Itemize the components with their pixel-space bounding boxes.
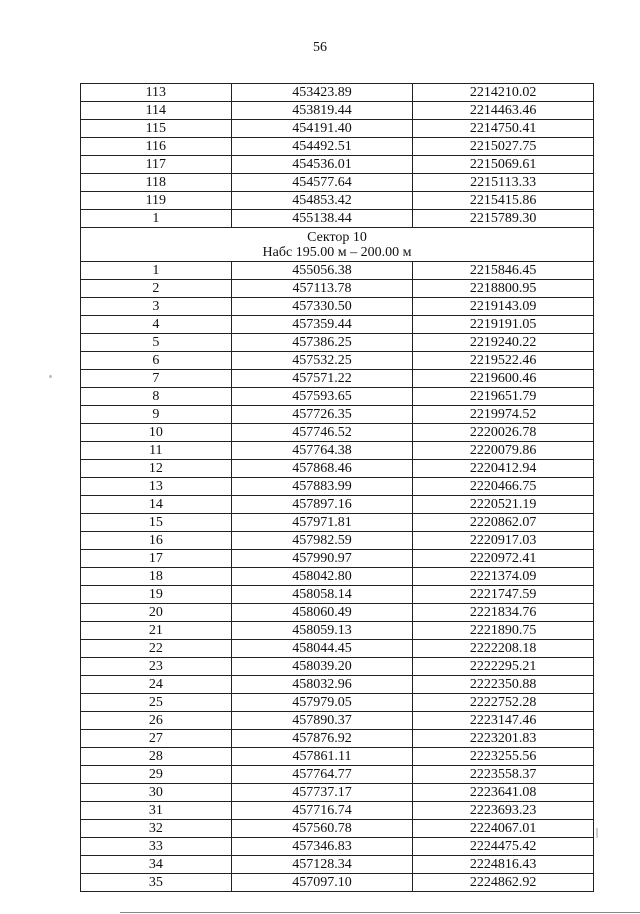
y-coordinate-cell: 2220521.19	[413, 496, 594, 514]
table-row	[81, 766, 594, 784]
y-coordinate-cell: 2221747.59	[413, 586, 594, 604]
x-coordinate-cell: 457971.81	[231, 514, 413, 532]
point-number-cell: 22	[81, 640, 232, 658]
table-row	[81, 120, 594, 138]
x-coordinate-cell: 455138.44	[231, 210, 413, 228]
page-number: 56	[313, 40, 327, 55]
x-coordinate-cell: 454492.51	[231, 138, 413, 156]
x-coordinate-cell: 458032.96	[231, 676, 413, 694]
y-coordinate-cell: 2223558.37	[413, 766, 594, 784]
table-row	[81, 874, 594, 892]
x-coordinate-cell: 457532.25	[231, 352, 413, 370]
x-coordinate-cell: 457746.52	[231, 424, 413, 442]
table-row	[81, 334, 594, 352]
table-row	[81, 210, 594, 228]
table-row	[81, 550, 594, 568]
table-row	[81, 262, 594, 280]
table-row	[81, 352, 594, 370]
x-coordinate-cell: 458044.45	[231, 640, 413, 658]
y-coordinate-cell: 2220466.75	[413, 478, 594, 496]
table-body-after-sector	[81, 262, 594, 892]
y-coordinate-cell: 2221834.76	[413, 604, 594, 622]
table-row	[81, 784, 594, 802]
sector-subtitle: Набс 195.00 м – 200.00 м	[262, 245, 412, 260]
table-row	[81, 604, 594, 622]
point-number-cell: 16	[81, 532, 232, 550]
table-row	[81, 370, 594, 388]
x-coordinate-cell: 458060.49	[231, 604, 413, 622]
y-coordinate-cell: 2221374.09	[413, 568, 594, 586]
x-coordinate-cell: 457890.37	[231, 712, 413, 730]
y-coordinate-cell: 2224475.42	[413, 838, 594, 856]
point-number-cell: 6	[81, 352, 232, 370]
x-coordinate-cell: 457716.74	[231, 802, 413, 820]
table-row	[81, 514, 594, 532]
y-coordinate-cell: 2214463.46	[413, 102, 594, 120]
table-row	[81, 424, 594, 442]
x-coordinate-cell: 457113.78	[231, 280, 413, 298]
table-row	[81, 640, 594, 658]
x-coordinate-cell: 457560.78	[231, 820, 413, 838]
table-row	[81, 280, 594, 298]
point-number-cell: 1	[81, 262, 232, 280]
y-coordinate-cell: 2219522.46	[413, 352, 594, 370]
table-row	[81, 802, 594, 820]
y-coordinate-cell: 2219143.09	[413, 298, 594, 316]
x-coordinate-cell: 453819.44	[231, 102, 413, 120]
x-coordinate-cell: 457897.16	[231, 496, 413, 514]
table-row	[81, 406, 594, 424]
x-coordinate-cell: 458058.14	[231, 586, 413, 604]
y-coordinate-cell: 2222752.28	[413, 694, 594, 712]
table-row	[81, 316, 594, 334]
table-row	[81, 622, 594, 640]
y-coordinate-cell: 2221890.75	[413, 622, 594, 640]
y-coordinate-cell: 2220862.07	[413, 514, 594, 532]
point-number-cell: 14	[81, 496, 232, 514]
x-coordinate-cell: 458059.13	[231, 622, 413, 640]
x-coordinate-cell: 455056.38	[231, 262, 413, 280]
x-coordinate-cell: 454536.01	[231, 156, 413, 174]
scan-dot-mark	[49, 375, 52, 378]
y-coordinate-cell: 2220917.03	[413, 532, 594, 550]
point-number-cell: 7	[81, 370, 232, 388]
table-row	[81, 84, 594, 102]
point-number-cell: 35	[81, 874, 232, 892]
point-number-cell: 2	[81, 280, 232, 298]
y-coordinate-cell: 2220412.94	[413, 460, 594, 478]
x-coordinate-cell: 457726.35	[231, 406, 413, 424]
point-number-cell: 18	[81, 568, 232, 586]
point-number-cell: 113	[81, 84, 232, 102]
x-coordinate-cell: 457982.59	[231, 532, 413, 550]
y-coordinate-cell: 2215027.75	[413, 138, 594, 156]
y-coordinate-cell: 2224816.43	[413, 856, 594, 874]
y-coordinate-cell: 2214210.02	[413, 84, 594, 102]
x-coordinate-cell: 457764.38	[231, 442, 413, 460]
y-coordinate-cell: 2224067.01	[413, 820, 594, 838]
x-coordinate-cell: 457359.44	[231, 316, 413, 334]
table-row	[81, 156, 594, 174]
y-coordinate-cell: 2219974.52	[413, 406, 594, 424]
table-row	[81, 174, 594, 192]
table-row	[81, 676, 594, 694]
x-coordinate-cell: 457330.50	[231, 298, 413, 316]
point-number-cell: 10	[81, 424, 232, 442]
sector-header-row	[81, 228, 594, 262]
scan-edge-mark	[596, 828, 598, 838]
point-number-cell: 3	[81, 298, 232, 316]
y-coordinate-cell: 2222295.21	[413, 658, 594, 676]
point-number-cell: 119	[81, 192, 232, 210]
table-row	[81, 748, 594, 766]
y-coordinate-cell: 2220972.41	[413, 550, 594, 568]
y-coordinate-cell: 2215069.61	[413, 156, 594, 174]
x-coordinate-cell: 454853.42	[231, 192, 413, 210]
table-row	[81, 820, 594, 838]
x-coordinate-cell: 457764.77	[231, 766, 413, 784]
x-coordinate-cell: 457876.92	[231, 730, 413, 748]
table-row	[81, 478, 594, 496]
y-coordinate-cell: 2219600.46	[413, 370, 594, 388]
table-row	[81, 192, 594, 210]
x-coordinate-cell: 458039.20	[231, 658, 413, 676]
y-coordinate-cell: 2223147.46	[413, 712, 594, 730]
point-number-cell: 19	[81, 586, 232, 604]
table-row	[81, 856, 594, 874]
y-coordinate-cell: 2223693.23	[413, 802, 594, 820]
point-number-cell: 28	[81, 748, 232, 766]
point-number-cell: 1	[81, 210, 232, 228]
table-row	[81, 730, 594, 748]
x-coordinate-cell: 457883.99	[231, 478, 413, 496]
x-coordinate-cell: 457097.10	[231, 874, 413, 892]
sector-title: Сектор 10	[307, 230, 367, 245]
x-coordinate-cell: 454191.40	[231, 120, 413, 138]
y-coordinate-cell: 2215415.86	[413, 192, 594, 210]
y-coordinate-cell: 2218800.95	[413, 280, 594, 298]
table-row	[81, 712, 594, 730]
sector-header-cell	[81, 228, 594, 262]
y-coordinate-cell: 2219651.79	[413, 388, 594, 406]
x-coordinate-cell: 457386.25	[231, 334, 413, 352]
point-number-cell: 30	[81, 784, 232, 802]
point-number-cell: 34	[81, 856, 232, 874]
point-number-cell: 117	[81, 156, 232, 174]
y-coordinate-cell: 2215789.30	[413, 210, 594, 228]
table-row	[81, 496, 594, 514]
point-number-cell: 33	[81, 838, 232, 856]
y-coordinate-cell: 2222350.88	[413, 676, 594, 694]
point-number-cell: 32	[81, 820, 232, 838]
point-number-cell: 115	[81, 120, 232, 138]
table-row	[81, 102, 594, 120]
table-row	[81, 568, 594, 586]
point-number-cell: 9	[81, 406, 232, 424]
x-coordinate-cell: 457593.65	[231, 388, 413, 406]
x-coordinate-cell: 457571.22	[231, 370, 413, 388]
y-coordinate-cell: 2220026.78	[413, 424, 594, 442]
y-coordinate-cell: 2223255.56	[413, 748, 594, 766]
point-number-cell: 21	[81, 622, 232, 640]
y-coordinate-cell: 2214750.41	[413, 120, 594, 138]
y-coordinate-cell: 2220079.86	[413, 442, 594, 460]
table-row	[81, 838, 594, 856]
x-coordinate-cell: 457737.17	[231, 784, 413, 802]
sector-header-group	[81, 228, 594, 262]
point-number-cell: 11	[81, 442, 232, 460]
table-row	[81, 388, 594, 406]
point-number-cell: 8	[81, 388, 232, 406]
y-coordinate-cell: 2219191.05	[413, 316, 594, 334]
point-number-cell: 15	[81, 514, 232, 532]
x-coordinate-cell: 458042.80	[231, 568, 413, 586]
table-row	[81, 658, 594, 676]
table-row	[81, 694, 594, 712]
x-coordinate-cell: 454577.64	[231, 174, 413, 192]
table-row	[81, 298, 594, 316]
x-coordinate-cell: 453423.89	[231, 84, 413, 102]
y-coordinate-cell: 2215113.33	[413, 174, 594, 192]
y-coordinate-cell: 2223641.08	[413, 784, 594, 802]
x-coordinate-cell: 457346.83	[231, 838, 413, 856]
table-row	[81, 586, 594, 604]
point-number-cell: 116	[81, 138, 232, 156]
point-number-cell: 17	[81, 550, 232, 568]
table-row	[81, 460, 594, 478]
y-coordinate-cell: 2219240.22	[413, 334, 594, 352]
x-coordinate-cell: 457868.46	[231, 460, 413, 478]
point-number-cell: 118	[81, 174, 232, 192]
y-coordinate-cell: 2224862.92	[413, 874, 594, 892]
coordinates-table	[80, 83, 594, 892]
x-coordinate-cell: 457861.11	[231, 748, 413, 766]
x-coordinate-cell: 457128.34	[231, 856, 413, 874]
y-coordinate-cell: 2222208.18	[413, 640, 594, 658]
y-coordinate-cell: 2215846.45	[413, 262, 594, 280]
table-row	[81, 138, 594, 156]
point-number-cell: 26	[81, 712, 232, 730]
point-number-cell: 13	[81, 478, 232, 496]
point-number-cell: 25	[81, 694, 232, 712]
point-number-cell: 4	[81, 316, 232, 334]
point-number-cell: 23	[81, 658, 232, 676]
point-number-cell: 29	[81, 766, 232, 784]
x-coordinate-cell: 457990.97	[231, 550, 413, 568]
point-number-cell: 114	[81, 102, 232, 120]
table-row	[81, 532, 594, 550]
y-coordinate-cell: 2223201.83	[413, 730, 594, 748]
point-number-cell: 5	[81, 334, 232, 352]
point-number-cell: 20	[81, 604, 232, 622]
point-number-cell: 24	[81, 676, 232, 694]
table-body-before-sector	[81, 84, 594, 228]
x-coordinate-cell: 457979.05	[231, 694, 413, 712]
point-number-cell: 12	[81, 460, 232, 478]
point-number-cell: 27	[81, 730, 232, 748]
scan-bottom-edge	[120, 912, 640, 913]
table-row	[81, 442, 594, 460]
point-number-cell: 31	[81, 802, 232, 820]
